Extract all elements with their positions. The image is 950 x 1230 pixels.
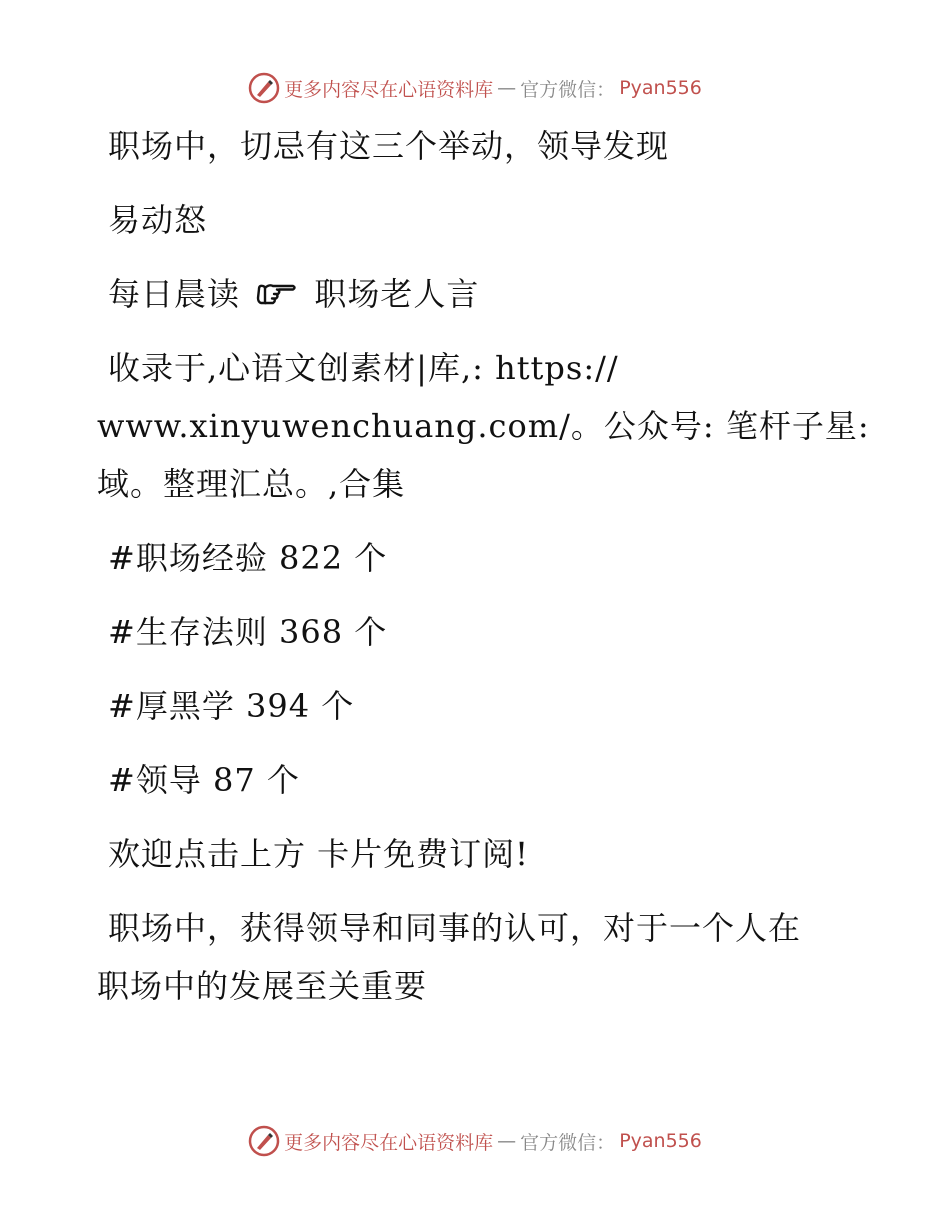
pen-circle-logo-icon [248,72,280,104]
body-line-1: 职场中，获得领导和同事的认可，对于一个人在 [108,909,802,947]
subscribe-line: 欢迎点击上方 卡片免费订阅! [108,835,530,873]
tag-item[interactable]: #生存法则 368 个 [108,613,388,651]
tag-item[interactable]: #厚黑学 394 个 [108,687,355,725]
banner-wechat-label: 官方微信： [520,1131,616,1154]
header-banner [0,68,950,108]
body-line-2: 职场中的发展至关重要 [97,967,428,1005]
tag-item[interactable]: #领导 87 个 [108,761,300,799]
source-prefix: 每日晨读 [108,275,241,313]
banner-dash: — [497,1130,517,1152]
collected-line-2: www.xinyuwenchuang.com/。公众号: 笔杆子星: [97,407,870,445]
footer-banner [0,1121,950,1161]
banner-main-text: 更多内容尽在心语资料库 [284,78,494,101]
banner-wechat-label: 官方微信： [520,78,616,101]
banner-main-text: 更多内容尽在心语资料库 [284,1131,494,1154]
source-suffix: 职场老人言 [314,275,480,313]
collected-line-3: 域。整理汇总。,合集 [97,465,406,503]
banner-dash: — [497,77,517,99]
collected-line-1: 收录于,心语文创素材|库,: https:// [108,349,619,387]
title-line-1: 职场中，切忌有这三个举动，领导发现 [108,127,670,165]
banner-wechat-id: Pyan556 [619,77,702,99]
banner-wechat-id: Pyan556 [619,1130,702,1152]
pointing-hand-icon [255,277,297,309]
pen-circle-logo-icon [248,1125,280,1157]
source-line [108,274,479,314]
title-line-2: 易动怒 [108,201,208,239]
tag-item[interactable]: #职场经验 822 个 [108,539,388,577]
